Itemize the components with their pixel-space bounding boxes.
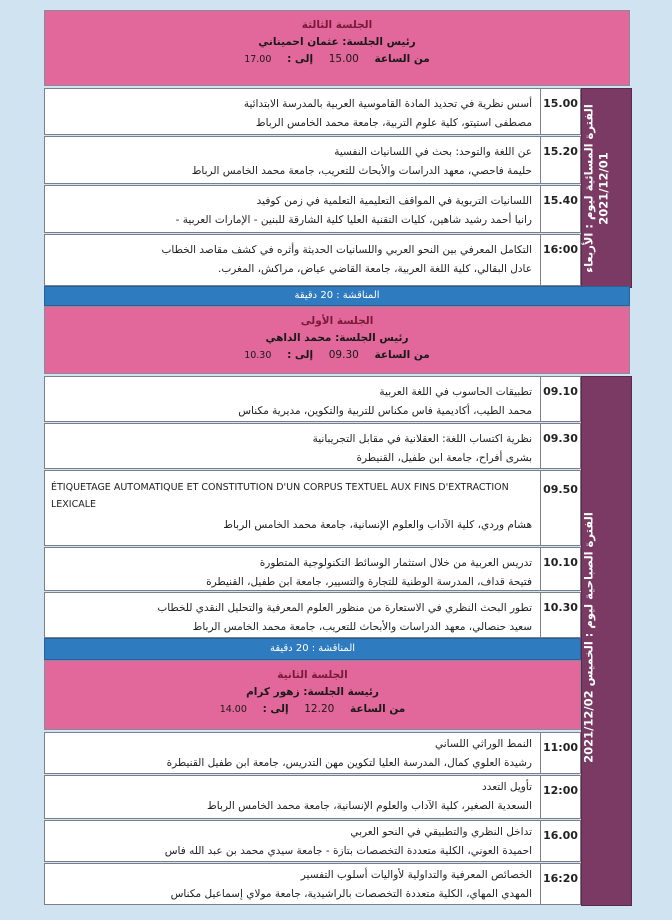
session-chair: رئيس الجلسة: عثمان احميناني — [258, 36, 416, 48]
talk-row — [44, 185, 581, 233]
talk-row — [44, 732, 581, 774]
talk-title: ÉTIQUETAGE AUTOMATIQUE ET CONSTITUTION D'UN CORPUS TEXTUEL AUX FINS D'EXTRACTION LEXICALE — [51, 482, 509, 510]
talk-title: الخصائص المعرفية والتداولية لأواليات أسلوب التفسير — [300, 869, 532, 881]
talk-author: حليمة فاحصي، معهد الدراسات والأبحاث للتعريب، جامعة محمد الخامس الرباط — [191, 165, 532, 177]
period-1-label — [581, 88, 632, 288]
talk-row — [44, 775, 581, 819]
talk-title: التكامل المعرفي بين النحو العربي واللسانيات الحديثة وأثره في كشف مقاصد الخطاب — [161, 244, 532, 256]
talk-title: تطبيقات الحاسوب في اللغة العربية — [379, 386, 532, 398]
talk-author: بشرى أفراح، جامعة ابن طفيل، القنيطرة — [356, 452, 532, 464]
talk-author: رشيدة العلوي كمال، المدرسة العليا لتكوين مهن التدريس، جامعة ابن طفيل القنيطرة — [166, 757, 532, 769]
program-page — [44, 10, 630, 910]
talk-row — [44, 820, 581, 862]
talk-title: النمط الوراثي اللساني — [434, 738, 532, 750]
talk-author: سعيد حنصالي، معهد الدراسات والأبحاث للتعريب، جامعة محمد الخامس الرباط — [192, 621, 532, 633]
talk-author: مصطفى استيتو، كلية علوم التربية، جامعة محمد الخامس الرباط — [255, 117, 532, 129]
talk-author: هشام وردي، كلية الآداب والعلوم الإنسانية، جامعة محمد الخامس الرباط — [223, 519, 532, 531]
session-time: من الساعة 09.30 إلى : 10.30 — [244, 349, 430, 361]
talk-row — [44, 863, 581, 905]
talk-title: أسس نظرية في تحديد المادة القاموسية العربية بالمدرسة الابتدائية — [243, 98, 532, 110]
session-time: من الساعة 15.00 إلى : 17.00 — [244, 53, 430, 65]
session-2-header — [44, 660, 581, 730]
talk-time: 10.10 — [540, 548, 580, 590]
session-3-header — [44, 10, 630, 86]
period-1-label-text: الفترة المسائية ليوم : الأربعاء 2021/12/01 — [581, 104, 611, 273]
talk-time: 15.40 — [540, 186, 580, 232]
session-name: الجلسة الثانية — [277, 669, 348, 681]
talk-row — [44, 592, 581, 638]
talk-title: اللسانيات التربوية في المواقف التعليمية التعلمية في زمن كوفيد — [256, 195, 532, 207]
talk-time: 12:00 — [540, 776, 580, 818]
talk-time: 15.00 — [540, 89, 580, 134]
discussion-bar: المناقشة : 20 دقيقة — [44, 286, 630, 306]
talk-time: 16:00 — [540, 235, 580, 285]
talk-time: 16:20 — [540, 864, 580, 904]
talk-author: عادل البقالي، كلية اللغة العربية، جامعة القاضي عياض، مراكش، المغرب. — [218, 263, 532, 275]
session-1-header — [44, 306, 630, 374]
talk-time: 09.30 — [540, 424, 580, 468]
talk-row — [44, 423, 581, 469]
talk-time: 09.50 — [540, 471, 580, 545]
talk-row — [44, 547, 581, 591]
talk-author: المهدي المهاي، الكلية متعددة التخصصات بالراشيدية، جامعة مولاي إسماعيل مكناس — [170, 888, 532, 900]
talk-title: نظرية اكتساب اللغة: العقلانية في مقابل التجريبانية — [312, 433, 532, 445]
session-chair: رئيسة الجلسة: زهور كرام — [246, 686, 379, 698]
discussion-bar: المناقشة : 20 دقيقة — [44, 638, 581, 660]
talk-title: تأويل التعدد — [482, 781, 532, 793]
talk-time: 09.10 — [540, 377, 580, 421]
session-chair: رئيس الجلسة: محمد الداهي — [265, 332, 409, 344]
session-name: الجلسة الثالثة — [301, 19, 373, 31]
session-time: من الساعة 12.20 إلى : 14.00 — [219, 703, 406, 715]
talk-time: 15.20 — [540, 137, 580, 183]
period-2-label — [581, 376, 632, 906]
talk-author: محمد الطيب، أكاديمية فاس مكناس للتربية والتكوين، مديرية مكناس — [238, 405, 532, 417]
talk-title: عن اللغة والتوحد: بحث في اللسانيات النفسية — [334, 146, 532, 158]
talk-time: 16.00 — [540, 821, 580, 861]
period-2-label-text: الفترة الصباحية ليوم : الخميس 2021/12/02 — [581, 512, 596, 763]
talk-author: السعدية الصغير، كلية الآداب والعلوم الإنسانية، جامعة محمد الخامس الرباط — [207, 800, 532, 812]
talk-row — [44, 136, 581, 184]
talk-row — [44, 376, 581, 422]
talk-time: 10.30 — [540, 593, 580, 637]
talk-title: تطور البحث النظري في الاستعارة من منظور العلوم المعرفية والتحليل النقدي للخطاب — [157, 602, 532, 614]
talk-time: 11:00 — [540, 733, 580, 773]
talk-row — [44, 88, 581, 135]
talk-title: تدريس العربية من خلال استثمار الوسائط التكنولوجية المتطورة — [259, 557, 532, 569]
talk-author: فتيحة قداف، المدرسة الوطنية للتجارة والتسيير، جامعة ابن طفيل، القنيطرة — [206, 576, 532, 588]
talk-author: رانيا أحمد رشيد شاهين، كليات التقنية العليا كلية الشارقة للبنين - الإمارات العربية - — [175, 214, 532, 226]
talk-author: احميدة العوني، الكلية متعددة التخصصات بتازة - جامعة سيدي محمد بن عبد الله فاس — [164, 845, 532, 857]
talk-row — [44, 470, 581, 546]
talk-title: تداخل النظري والتطبيقي في النحو العربي — [350, 826, 532, 838]
session-name: الجلسة الأولى — [300, 315, 374, 327]
talk-row — [44, 234, 581, 286]
